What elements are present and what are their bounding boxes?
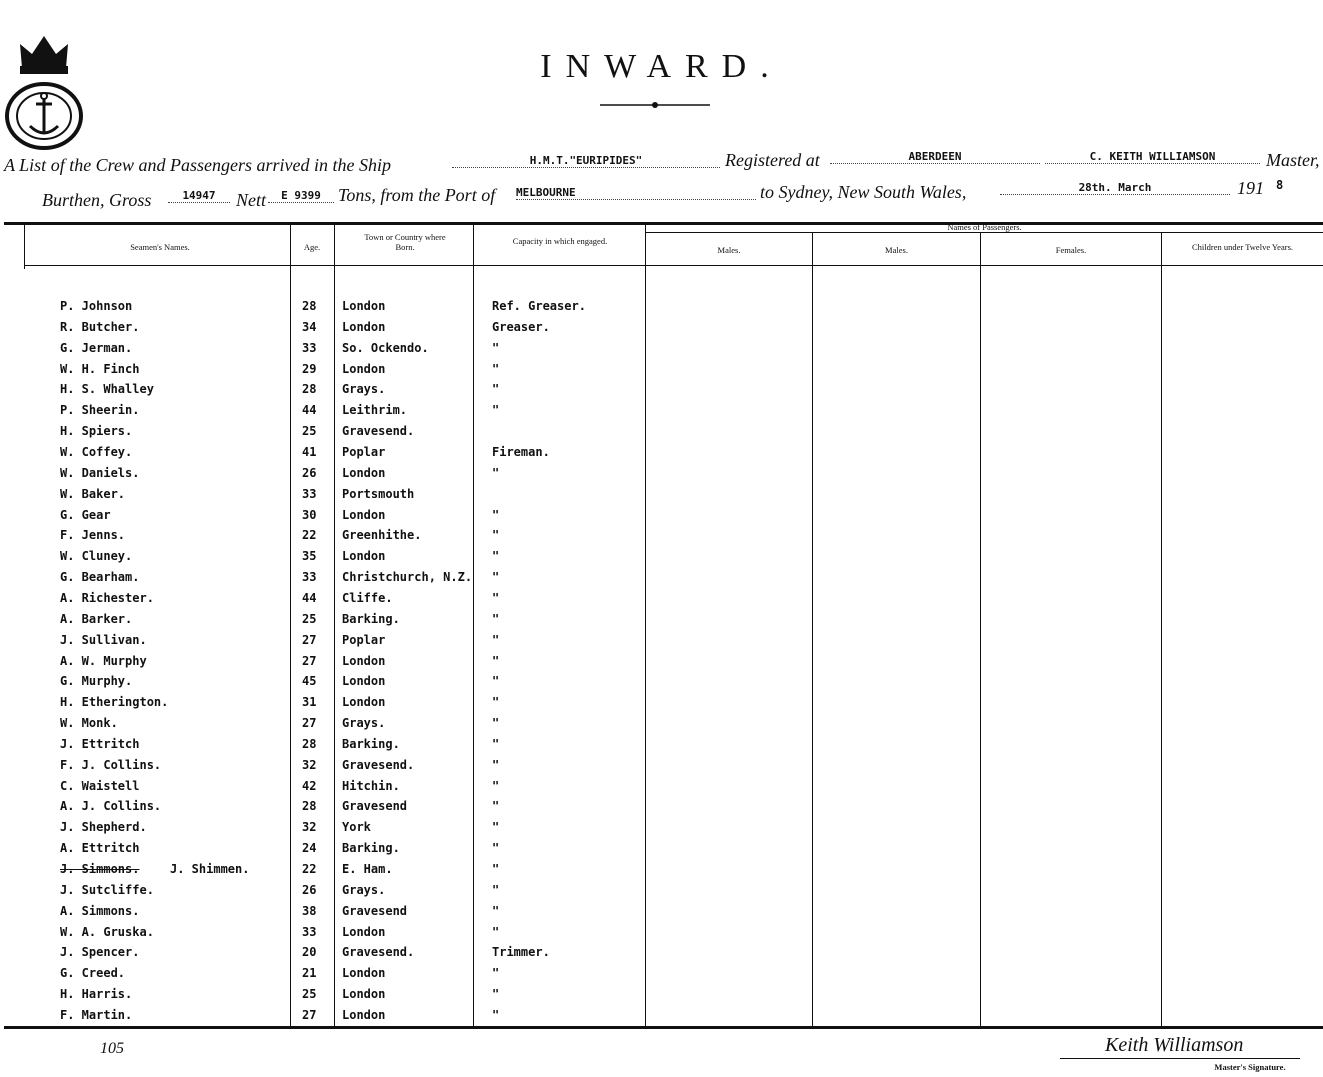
crew-name: P. Johnson [60,299,133,313]
crew-name: W. Monk. [60,716,118,730]
crew-name: G. Bearham. [60,570,140,584]
signature-label: Master's Signature. [1214,1062,1286,1072]
crew-birthplace: London [342,508,386,522]
crew-name: H. Spiers. [60,424,133,438]
crew-birthplace: E. Ham. [342,862,393,876]
crew-name: H. Etherington. [60,695,169,709]
crew-name-amendment: J. Shimmen. [170,862,250,876]
nett-tonnage: E 9399 [268,189,334,203]
crew-name: W. Cluney. [60,549,133,563]
crew-capacity: " [492,528,500,542]
crew-age: 27 [302,633,317,647]
crew-birthplace: Grays. [342,382,386,396]
page-title: INWARD. [540,48,783,85]
crew-age: 44 [302,403,317,417]
signature-line [1060,1058,1300,1059]
header-males: Males. [885,245,908,255]
crew-name: A. J. Collins. [60,799,162,813]
crew-age: 25 [302,424,317,438]
crew-capacity: " [492,633,500,647]
arrival-date: 28th. March [1000,181,1230,195]
column-divider [290,225,291,1026]
crew-age: 20 [302,945,317,959]
crew-capacity: " [492,695,500,709]
crew-name: W. A. Gruska. [60,925,154,939]
crew-capacity: " [492,966,500,980]
crew-birthplace: Leithrim. [342,403,408,417]
crew-capacity: Trimmer. [492,945,550,959]
crew-birthplace: Poplar [342,633,386,647]
crew-age: 28 [302,382,317,396]
crew-capacity: " [492,654,500,668]
crew-name: F. J. Collins. [60,758,162,772]
header-age: Age. [303,242,321,252]
column-divider [812,233,813,1026]
crew-capacity: " [492,716,500,730]
crew-capacity: " [492,466,500,480]
crew-birthplace: London [342,466,386,480]
header-town: Town or Country where Born. [364,232,446,252]
header-passengers: Names of Passengers. [947,222,1022,232]
header-females: Females. [1055,245,1087,255]
crew-birthplace: London [342,654,386,668]
column-divider [645,225,646,1026]
crew-name: P. Sheerin. [60,403,140,417]
crew-age: 30 [302,508,317,522]
column-divider [24,225,25,269]
crew-capacity: " [492,904,500,918]
crew-name: R. Butcher. [60,320,140,334]
crew-age: 33 [302,925,317,939]
crew-capacity: " [492,758,500,772]
crew-age: 33 [302,341,317,355]
crew-name: H. Harris. [60,987,133,1001]
crew-birthplace: Grays. [342,716,386,730]
crew-birthplace: York [342,820,371,834]
crew-name: W. Daniels. [60,466,140,480]
crew-capacity: " [492,341,500,355]
crew-age: 26 [302,466,317,480]
crew-age: 44 [302,591,317,605]
crew-capacity: " [492,841,500,855]
crew-capacity: " [492,591,500,605]
table-bottom-rule [4,1026,1323,1029]
crew-birthplace: London [342,362,386,376]
crew-age: 41 [302,445,317,459]
crew-age: 25 [302,612,317,626]
column-divider [334,225,335,1026]
crew-name: J. Ettritch [60,737,140,751]
crew-birthplace: Gravesend. [342,945,415,959]
crew-name: G. Murphy. [60,674,133,688]
crew-name: A. Barker. [60,612,133,626]
crew-name: H. S. Whalley [60,382,154,396]
nett-label: Nett [236,190,266,210]
crew-capacity: " [492,737,500,751]
crew-age: 45 [302,674,317,688]
crew-age: 33 [302,570,317,584]
crew-birthplace: Gravesend [342,904,408,918]
tons-label: Tons, from the Port of [338,185,496,205]
crew-birthplace: London [342,549,386,563]
registered-label: Registered at [725,150,820,170]
header-bottom-rule [24,265,1323,266]
crew-birthplace: Poplar [342,445,386,459]
crew-birthplace: Christchurch, N.Z. [342,570,473,584]
crew-birthplace: London [342,925,386,939]
crew-birthplace: Barking. [342,841,400,855]
crew-age: 31 [302,695,317,709]
crew-age: 24 [302,841,317,855]
crew-name: J. Sullivan. [60,633,147,647]
crew-birthplace: Gravesend. [342,424,415,438]
crew-capacity: Ref. Greaser. [492,299,586,313]
crew-birthplace: Hitchin. [342,779,400,793]
crew-birthplace: Cliffe. [342,591,393,605]
crew-age: 29 [302,362,317,376]
crew-name: G. Creed. [60,966,126,980]
crew-age: 26 [302,883,317,897]
crew-age: 32 [302,758,317,772]
burthen-label: Burthen, Gross [42,190,152,210]
crew-age: 22 [302,528,317,542]
crew-name: G. Jerman. [60,341,133,355]
crew-birthplace: Grays. [342,883,386,897]
origin-port: MELBOURNE [516,186,756,200]
crew-birthplace: London [342,299,386,313]
ship-name: H.M.T."EURIPIDES" [452,154,720,168]
crew-age: 38 [302,904,317,918]
crew-name: W. Baker. [60,487,126,501]
master-signature: Keith Williamson [1105,1034,1244,1056]
header-males: Males. [717,245,741,255]
crew-age: 32 [302,820,317,834]
crew-name: W. Coffey. [60,445,133,459]
header-children: Children under Twelve Years. [1192,242,1293,252]
crew-capacity: " [492,508,500,522]
crew-age: 25 [302,987,317,1001]
crew-capacity: " [492,1008,500,1022]
crew-capacity: " [492,779,500,793]
crew-name: J. Sutcliffe. [60,883,154,897]
crew-capacity: " [492,403,500,417]
crew-name: A. W. Murphy [60,654,147,668]
crew-capacity: " [492,674,500,688]
crew-birthplace: Gravesend [342,799,408,813]
crew-age: 35 [302,549,317,563]
crew-age: 33 [302,487,317,501]
crew-name: J. Spencer. [60,945,140,959]
crew-name: G. Gear [60,508,111,522]
margin-note: 105 [100,1040,124,1057]
crew-birthplace: So. Ockendo. [342,341,429,355]
crew-capacity: " [492,925,500,939]
crew-age: 28 [302,737,317,751]
header-capacity: Capacity in which engaged. [512,236,608,246]
header-seamens-names: Seamen's Names. [130,242,190,252]
crew-capacity: Fireman. [492,445,550,459]
crew-capacity: " [492,862,500,876]
crew-capacity: " [492,799,500,813]
crew-birthplace: Barking. [342,612,400,626]
crew-age: 22 [302,862,317,876]
crew-birthplace: London [342,1008,386,1022]
column-divider [1161,233,1162,1026]
crew-birthplace: Portsmouth [342,487,415,501]
passengers-rule [646,232,1323,233]
crew-age: 27 [302,716,317,730]
crew-name: F. Jenns. [60,528,126,542]
crew-capacity: " [492,987,500,1001]
crew-capacity: " [492,362,500,376]
crew-capacity: Greaser. [492,320,550,334]
crew-name: A. Ettritch [60,841,140,855]
crew-capacity: " [492,820,500,834]
crew-capacity: " [492,549,500,563]
year-prefix: 191 [1237,178,1264,198]
column-divider [473,225,474,1026]
crew-capacity: " [492,382,500,396]
master-name: C. KEITH WILLIAMSON [1045,150,1260,164]
crew-age: 27 [302,1008,317,1022]
crew-name: A. Richester. [60,591,154,605]
crew-birthplace: London [342,966,386,980]
crew-birthplace: London [342,674,386,688]
crew-age: 28 [302,299,317,313]
destination-label: to Sydney, New South Wales, [760,182,967,202]
gross-tonnage: 14947 [168,189,230,203]
crown-anchor-seal-icon [4,26,84,150]
crew-capacity: " [492,570,500,584]
crew-age: 28 [302,799,317,813]
crew-birthplace: Barking. [342,737,400,751]
column-divider [980,233,981,1026]
header-lead: A List of the Crew and Passengers arrived in the Ship [4,155,391,175]
year-suffix: 8 [1276,178,1284,192]
crew-name: C. Waistell [60,779,140,793]
crew-name: J. Shepherd. [60,820,147,834]
crew-name: A. Simmons. [60,904,140,918]
crew-birthplace: London [342,320,386,334]
crew-birthplace: Gravesend. [342,758,415,772]
crew-birthplace: Greenhithe. [342,528,422,542]
crew-age: 27 [302,654,317,668]
crew-name: F. Martin. [60,1008,133,1022]
crew-age: 34 [302,320,317,334]
crew-age: 42 [302,779,317,793]
crew-name: W. H. Finch [60,362,140,376]
registered-port: ABERDEEN [830,150,1040,164]
title-ornament [600,94,710,102]
crew-birthplace: London [342,695,386,709]
crew-capacity: " [492,883,500,897]
crew-name: J. Simmons. [60,862,140,876]
crew-birthplace: London [342,987,386,1001]
master-label: Master, [1266,150,1320,170]
crew-age: 21 [302,966,317,980]
crew-capacity: " [492,612,500,626]
